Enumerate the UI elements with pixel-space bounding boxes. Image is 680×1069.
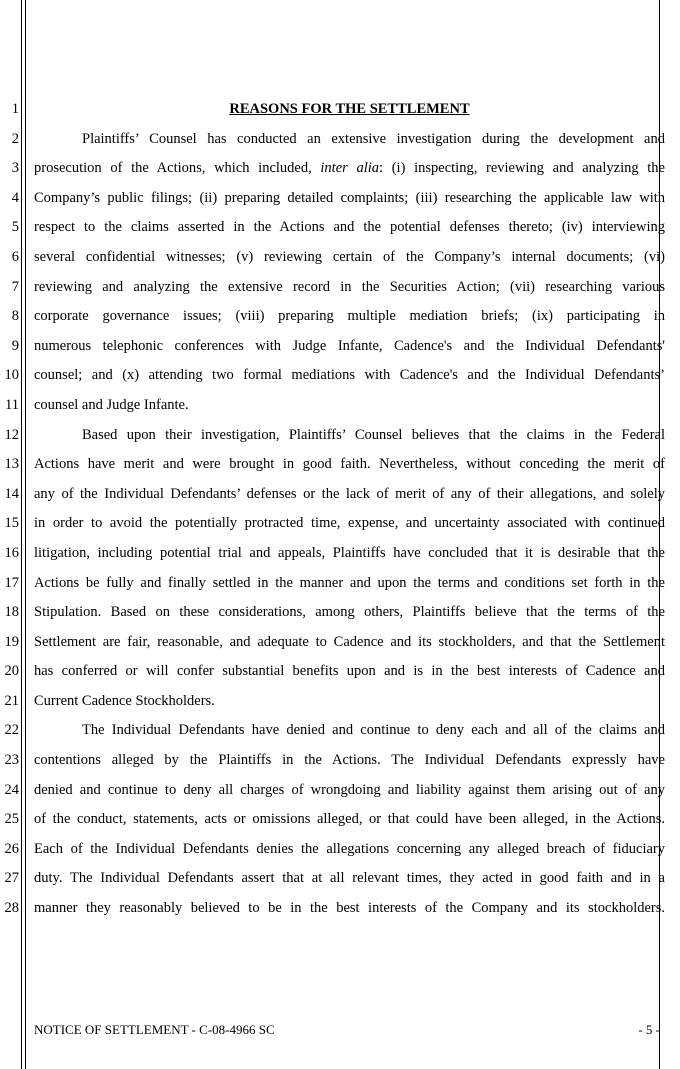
text-line: Stipulation. Based on these considerations, among others, Plaintiffs believe that the terms of the bbox=[34, 604, 665, 621]
text-line: reviewing and analyzing the extensive record in the Securities Action; (vii) researching various bbox=[34, 278, 665, 295]
line-number: 7 bbox=[11, 278, 19, 295]
text-line: in order to avoid the potentially protracted time, expense, and uncertainty associated with continued bbox=[34, 515, 665, 532]
text-line: any of the Individual Defendants’ defenses or the lack of merit of any of their allegations, and solely bbox=[34, 485, 665, 502]
left-margin-rule-inner bbox=[25, 0, 26, 1069]
line-number: 4 bbox=[11, 189, 19, 206]
text-line: several confidential witnesses; (v) reviewing certain of the Company’s internal documents; (vi) bbox=[34, 248, 665, 265]
text-run: prosecution of the Actions, which included, bbox=[34, 160, 321, 177]
text-line: counsel; and (x) attending two formal mediations with Cadence's and the Individual Defendants’ bbox=[34, 367, 665, 384]
line-number: 18 bbox=[4, 604, 19, 621]
line-number: 17 bbox=[4, 574, 19, 591]
text-line: Each of the Individual Defendants denies the allegations concerning any alleged breach of fiduciary bbox=[34, 840, 665, 857]
text-line: Actions have merit and were brought in good faith. Nevertheless, without conceding the merit of bbox=[34, 456, 665, 473]
text-line: corporate governance issues; (viii) preparing multiple mediation briefs; (ix) participating in bbox=[34, 308, 665, 325]
line-number: 19 bbox=[4, 633, 19, 650]
text-line: Settlement are fair, reasonable, and adequate to Cadence and its stockholders, and that the Settlement bbox=[34, 633, 665, 650]
section-heading: REASONS FOR THE SETTLEMENT bbox=[229, 101, 470, 117]
document-body bbox=[34, 95, 665, 924]
text-line: The Individual Defendants have denied and continue to deny each and all of the claims and bbox=[82, 722, 665, 739]
line-number: 14 bbox=[4, 485, 19, 502]
line-number: 1 bbox=[11, 101, 19, 117]
left-margin-rule-outer bbox=[21, 0, 22, 1069]
line-number: 28 bbox=[4, 900, 19, 917]
text-line: manner they reasonably believed to be in the best interests of the Company and its stockholders. bbox=[34, 900, 665, 917]
line-number: 22 bbox=[4, 722, 19, 739]
text-run: : (i) inspecting, reviewing and analyzing the bbox=[379, 160, 665, 177]
text-line: Based upon their investigation, Plaintiffs’ Counsel believes that the claims in the Federal bbox=[82, 426, 665, 443]
footer-page-number: - 5 - bbox=[638, 1022, 660, 1037]
text-line: Actions be fully and finally settled in the manner and upon the terms and conditions set forth in the bbox=[34, 574, 665, 591]
line-number: 25 bbox=[4, 811, 19, 828]
line-number: 2 bbox=[11, 130, 19, 147]
line-number: 20 bbox=[4, 663, 19, 680]
line-number: 8 bbox=[11, 308, 19, 325]
text-line: litigation, including potential trial and appeals, Plaintiffs have concluded that it is desirable that the bbox=[34, 544, 665, 561]
text-line: denied and continue to deny all charges of wrongdoing and liability against them arising out of any bbox=[34, 781, 665, 798]
line-number: 24 bbox=[4, 781, 19, 798]
italic-term: inter alia bbox=[320, 160, 380, 177]
line-number-column bbox=[0, 95, 19, 924]
line-number: 12 bbox=[4, 426, 19, 443]
text-line: duty. The Individual Defendants assert that at all relevant times, they acted in good faith and in a bbox=[34, 870, 665, 887]
line-number: 3 bbox=[11, 160, 19, 177]
text-line: of the conduct, statements, acts or omissions alleged, or that could have been alleged, in the Actions. bbox=[34, 811, 665, 828]
line-number: 13 bbox=[4, 456, 19, 473]
line-number: 23 bbox=[4, 752, 19, 769]
line-number: 15 bbox=[4, 515, 19, 532]
text-line: Current Cadence Stockholders. bbox=[34, 692, 215, 709]
line-number: 27 bbox=[4, 870, 19, 887]
line-number: 6 bbox=[11, 248, 19, 265]
text-line: has conferred or will confer substantial benefits upon and is in the best interests of Cadence and bbox=[34, 663, 665, 680]
line-number: 11 bbox=[5, 396, 19, 413]
text-line: Company’s public filings; (ii) preparing detailed complaints; (iii) researching the applicable law with bbox=[34, 189, 665, 206]
line-number: 9 bbox=[11, 337, 19, 354]
line-number: 26 bbox=[4, 840, 19, 857]
line-number: 21 bbox=[4, 692, 19, 709]
line-number: 10 bbox=[4, 367, 19, 384]
text-line: contentions alleged by the Plaintiffs in the Actions. The Individual Defendants expressly have bbox=[34, 752, 665, 769]
text-line: respect to the claims asserted in the Actions and the potential defenses thereto; (iv) interviewing bbox=[34, 219, 665, 236]
text-line: numerous telephonic conferences with Judge Infante, Cadence's and the Individual Defendants' bbox=[34, 337, 665, 354]
text-line bbox=[34, 154, 665, 184]
text-line: Plaintiffs’ Counsel has conducted an extensive investigation during the development and bbox=[82, 130, 665, 147]
text-line: counsel and Judge Infante. bbox=[34, 396, 189, 413]
line-number: 16 bbox=[4, 544, 19, 561]
line-number: 5 bbox=[11, 219, 19, 236]
footer-document-reference: NOTICE OF SETTLEMENT - C-08-4966 SC bbox=[34, 1022, 275, 1037]
